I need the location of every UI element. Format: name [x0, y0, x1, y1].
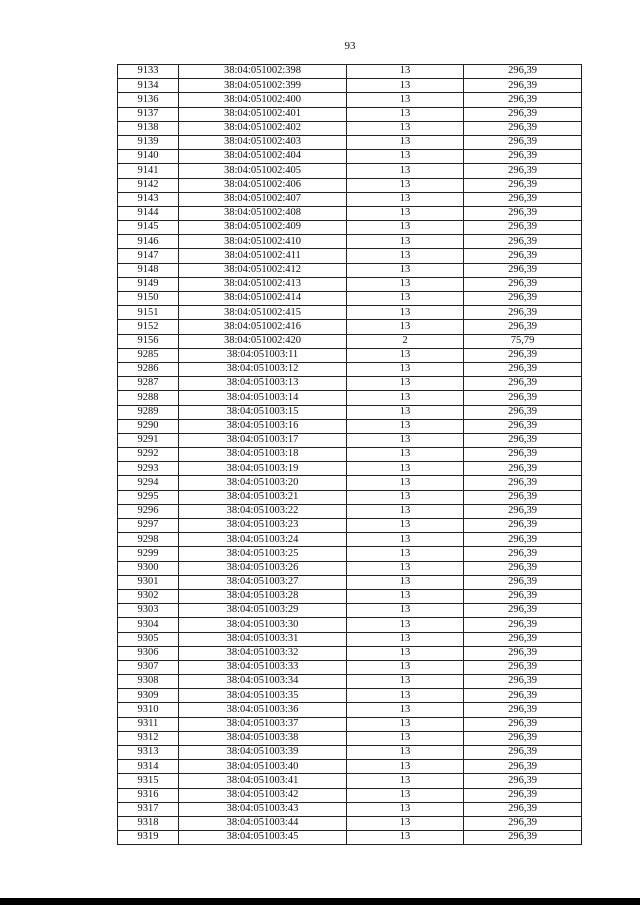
share-cell: 13 — [347, 490, 464, 504]
row-number-cell: 9152 — [118, 320, 179, 334]
cadastral-number-cell: 38:04:051003:13 — [179, 377, 347, 391]
page-bottom-edge — [0, 898, 640, 905]
cadastral-number-cell: 38:04:051003:20 — [179, 476, 347, 490]
row-number-cell: 9286 — [118, 362, 179, 376]
table-row — [118, 519, 582, 533]
area-cell: 296,39 — [464, 774, 582, 788]
row-number-cell: 9141 — [118, 164, 179, 178]
table-row — [118, 717, 582, 731]
table-row — [118, 831, 582, 845]
row-number-cell: 9134 — [118, 79, 179, 93]
row-number-cell: 9304 — [118, 618, 179, 632]
cadastral-number-cell: 38:04:051002:407 — [179, 192, 347, 206]
area-cell: 296,39 — [464, 660, 582, 674]
area-cell: 296,39 — [464, 746, 582, 760]
table-row — [118, 419, 582, 433]
row-number-cell: 9142 — [118, 178, 179, 192]
row-number-cell: 9137 — [118, 107, 179, 121]
share-cell: 13 — [347, 320, 464, 334]
row-number-cell: 9305 — [118, 632, 179, 646]
area-cell: 296,39 — [464, 575, 582, 589]
table-row — [118, 547, 582, 561]
share-cell: 13 — [347, 746, 464, 760]
share-cell: 13 — [347, 121, 464, 135]
share-cell: 13 — [347, 419, 464, 433]
table-row — [118, 462, 582, 476]
cadastral-number-cell: 38:04:051003:22 — [179, 504, 347, 518]
table-row — [118, 221, 582, 235]
area-cell: 296,39 — [464, 150, 582, 164]
area-cell: 296,39 — [464, 632, 582, 646]
cadastral-number-cell: 38:04:051003:35 — [179, 689, 347, 703]
cadastral-number-cell: 38:04:051002:412 — [179, 263, 347, 277]
table-row — [118, 107, 582, 121]
row-number-cell: 9316 — [118, 788, 179, 802]
share-cell: 13 — [347, 135, 464, 149]
share-cell: 13 — [347, 150, 464, 164]
area-cell: 296,39 — [464, 533, 582, 547]
row-number-cell: 9301 — [118, 575, 179, 589]
table-row — [118, 65, 582, 79]
share-cell: 13 — [347, 206, 464, 220]
row-number-cell: 9299 — [118, 547, 179, 561]
table-row — [118, 604, 582, 618]
cadastral-number-cell: 38:04:051003:16 — [179, 419, 347, 433]
table-row — [118, 362, 582, 376]
table-row — [118, 292, 582, 306]
table-row — [118, 802, 582, 816]
share-cell: 13 — [347, 235, 464, 249]
row-number-cell: 9313 — [118, 746, 179, 760]
cadastral-number-cell: 38:04:051002:409 — [179, 221, 347, 235]
area-cell: 296,39 — [464, 107, 582, 121]
cadastral-number-cell: 38:04:051003:30 — [179, 618, 347, 632]
area-cell: 296,39 — [464, 249, 582, 263]
share-cell: 13 — [347, 561, 464, 575]
share-cell: 13 — [347, 760, 464, 774]
table-row — [118, 476, 582, 490]
cadastral-number-cell: 38:04:051002:416 — [179, 320, 347, 334]
row-number-cell: 9149 — [118, 277, 179, 291]
cadastral-number-cell: 38:04:051003:15 — [179, 405, 347, 419]
table-row — [118, 504, 582, 518]
table-row — [118, 178, 582, 192]
cadastral-number-cell: 38:04:051002:400 — [179, 93, 347, 107]
area-cell: 296,39 — [464, 717, 582, 731]
share-cell: 13 — [347, 65, 464, 79]
share-cell: 13 — [347, 533, 464, 547]
row-number-cell: 9315 — [118, 774, 179, 788]
table-row — [118, 377, 582, 391]
row-number-cell: 9145 — [118, 221, 179, 235]
share-cell: 13 — [347, 448, 464, 462]
row-number-cell: 9298 — [118, 533, 179, 547]
row-number-cell: 9303 — [118, 604, 179, 618]
row-number-cell: 9285 — [118, 348, 179, 362]
area-cell: 296,39 — [464, 731, 582, 745]
table-row — [118, 589, 582, 603]
area-cell: 296,39 — [464, 788, 582, 802]
table-row — [118, 675, 582, 689]
share-cell: 13 — [347, 831, 464, 845]
table-body — [118, 65, 582, 845]
row-number-cell: 9317 — [118, 802, 179, 816]
cadastral-number-cell: 38:04:051002:402 — [179, 121, 347, 135]
table-row — [118, 618, 582, 632]
share-cell: 13 — [347, 589, 464, 603]
cadastral-number-cell: 38:04:051002:406 — [179, 178, 347, 192]
row-number-cell: 9297 — [118, 519, 179, 533]
cadastral-number-cell: 38:04:051003:24 — [179, 533, 347, 547]
row-number-cell: 9302 — [118, 589, 179, 603]
area-cell: 296,39 — [464, 65, 582, 79]
share-cell: 13 — [347, 192, 464, 206]
share-cell: 13 — [347, 462, 464, 476]
table-row — [118, 135, 582, 149]
cadastral-number-cell: 38:04:051002:408 — [179, 206, 347, 220]
area-cell: 296,39 — [464, 121, 582, 135]
row-number-cell: 9156 — [118, 334, 179, 348]
area-cell: 296,39 — [464, 135, 582, 149]
area-cell: 296,39 — [464, 831, 582, 845]
table-row — [118, 448, 582, 462]
cadastral-number-cell: 38:04:051003:44 — [179, 816, 347, 830]
row-number-cell: 9314 — [118, 760, 179, 774]
table-row — [118, 306, 582, 320]
row-number-cell: 9294 — [118, 476, 179, 490]
row-number-cell: 9318 — [118, 816, 179, 830]
cadastral-number-cell: 38:04:051003:19 — [179, 462, 347, 476]
table-row — [118, 249, 582, 263]
area-cell: 296,39 — [464, 703, 582, 717]
area-cell: 296,39 — [464, 618, 582, 632]
cadastral-number-cell: 38:04:051002:410 — [179, 235, 347, 249]
table-row — [118, 206, 582, 220]
area-cell: 296,39 — [464, 519, 582, 533]
row-number-cell: 9289 — [118, 405, 179, 419]
row-number-cell: 9311 — [118, 717, 179, 731]
row-number-cell: 9290 — [118, 419, 179, 433]
row-number-cell: 9146 — [118, 235, 179, 249]
cadastral-number-cell: 38:04:051003:32 — [179, 646, 347, 660]
row-number-cell: 9138 — [118, 121, 179, 135]
table-row — [118, 646, 582, 660]
share-cell: 13 — [347, 618, 464, 632]
cadastral-number-cell: 38:04:051002:413 — [179, 277, 347, 291]
table-row — [118, 816, 582, 830]
row-number-cell: 9310 — [118, 703, 179, 717]
row-number-cell: 9287 — [118, 377, 179, 391]
cadastral-number-cell: 38:04:051003:25 — [179, 547, 347, 561]
cadastral-number-cell: 38:04:051002:415 — [179, 306, 347, 320]
area-cell: 296,39 — [464, 263, 582, 277]
area-cell: 296,39 — [464, 178, 582, 192]
share-cell: 13 — [347, 377, 464, 391]
cadastral-number-cell: 38:04:051003:34 — [179, 675, 347, 689]
share-cell: 13 — [347, 292, 464, 306]
table-row — [118, 490, 582, 504]
cadastral-number-cell: 38:04:051002:420 — [179, 334, 347, 348]
table-row — [118, 746, 582, 760]
cadastral-number-cell: 38:04:051003:11 — [179, 348, 347, 362]
area-cell: 296,39 — [464, 462, 582, 476]
share-cell: 13 — [347, 164, 464, 178]
table-row — [118, 760, 582, 774]
area-cell: 296,39 — [464, 320, 582, 334]
cadastral-number-cell: 38:04:051003:17 — [179, 433, 347, 447]
table-row — [118, 334, 582, 348]
row-number-cell: 9306 — [118, 646, 179, 660]
cadastral-number-cell: 38:04:051003:42 — [179, 788, 347, 802]
cadastral-number-cell: 38:04:051003:33 — [179, 660, 347, 674]
share-cell: 13 — [347, 79, 464, 93]
cadastral-number-cell: 38:04:051003:21 — [179, 490, 347, 504]
row-number-cell: 9309 — [118, 689, 179, 703]
area-cell: 296,39 — [464, 405, 582, 419]
table-row — [118, 731, 582, 745]
row-number-cell: 9295 — [118, 490, 179, 504]
cadastral-number-cell: 38:04:051003:29 — [179, 604, 347, 618]
share-cell: 13 — [347, 277, 464, 291]
row-number-cell: 9291 — [118, 433, 179, 447]
cadastral-number-cell: 38:04:051003:37 — [179, 717, 347, 731]
table-row — [118, 93, 582, 107]
cadastral-number-cell: 38:04:051003:41 — [179, 774, 347, 788]
cadastral-number-cell: 38:04:051002:401 — [179, 107, 347, 121]
row-number-cell: 9292 — [118, 448, 179, 462]
table-row — [118, 348, 582, 362]
table-row — [118, 433, 582, 447]
row-number-cell: 9136 — [118, 93, 179, 107]
area-cell: 296,39 — [464, 816, 582, 830]
area-cell: 296,39 — [464, 476, 582, 490]
cadastral-number-cell: 38:04:051003:26 — [179, 561, 347, 575]
share-cell: 13 — [347, 646, 464, 660]
area-cell: 296,39 — [464, 79, 582, 93]
share-cell: 13 — [347, 433, 464, 447]
share-cell: 13 — [347, 263, 464, 277]
area-cell: 296,39 — [464, 448, 582, 462]
row-number-cell: 9150 — [118, 292, 179, 306]
share-cell: 13 — [347, 816, 464, 830]
cadastral-number-cell: 38:04:051003:23 — [179, 519, 347, 533]
cadastral-number-cell: 38:04:051003:43 — [179, 802, 347, 816]
area-cell: 296,39 — [464, 589, 582, 603]
area-cell: 296,39 — [464, 306, 582, 320]
area-cell: 296,39 — [464, 192, 582, 206]
cadastral-number-cell: 38:04:051003:36 — [179, 703, 347, 717]
cadastral-number-cell: 38:04:051002:414 — [179, 292, 347, 306]
share-cell: 13 — [347, 178, 464, 192]
share-cell: 13 — [347, 405, 464, 419]
area-cell: 296,39 — [464, 164, 582, 178]
area-cell: 296,39 — [464, 419, 582, 433]
cadastral-number-cell: 38:04:051003:27 — [179, 575, 347, 589]
table-row — [118, 632, 582, 646]
share-cell: 13 — [347, 504, 464, 518]
share-cell: 13 — [347, 703, 464, 717]
area-cell: 296,39 — [464, 504, 582, 518]
land-plots-table — [117, 64, 582, 845]
area-cell: 296,39 — [464, 547, 582, 561]
area-cell: 75,79 — [464, 334, 582, 348]
row-number-cell: 9307 — [118, 660, 179, 674]
cadastral-number-cell: 38:04:051002:398 — [179, 65, 347, 79]
area-cell: 296,39 — [464, 802, 582, 816]
table-row — [118, 391, 582, 405]
share-cell: 13 — [347, 774, 464, 788]
share-cell: 13 — [347, 249, 464, 263]
share-cell: 13 — [347, 632, 464, 646]
table-row — [118, 788, 582, 802]
row-number-cell: 9293 — [118, 462, 179, 476]
row-number-cell: 9151 — [118, 306, 179, 320]
table-row — [118, 164, 582, 178]
area-cell: 296,39 — [464, 689, 582, 703]
cadastral-number-cell: 38:04:051003:18 — [179, 448, 347, 462]
row-number-cell: 9140 — [118, 150, 179, 164]
share-cell: 13 — [347, 660, 464, 674]
row-number-cell: 9288 — [118, 391, 179, 405]
area-cell: 296,39 — [464, 675, 582, 689]
table-row — [118, 561, 582, 575]
cadastral-number-cell: 38:04:051003:40 — [179, 760, 347, 774]
share-cell: 13 — [347, 689, 464, 703]
table-row — [118, 689, 582, 703]
table-row — [118, 235, 582, 249]
row-number-cell: 9133 — [118, 65, 179, 79]
share-cell: 13 — [347, 547, 464, 561]
row-number-cell: 9319 — [118, 831, 179, 845]
row-number-cell: 9143 — [118, 192, 179, 206]
share-cell: 13 — [347, 519, 464, 533]
area-cell: 296,39 — [464, 391, 582, 405]
area-cell: 296,39 — [464, 292, 582, 306]
area-cell: 296,39 — [464, 348, 582, 362]
cadastral-number-cell: 38:04:051002:404 — [179, 150, 347, 164]
cadastral-number-cell: 38:04:051003:12 — [179, 362, 347, 376]
table-row — [118, 660, 582, 674]
table-row — [118, 533, 582, 547]
share-cell: 13 — [347, 362, 464, 376]
share-cell: 13 — [347, 802, 464, 816]
row-number-cell: 9312 — [118, 731, 179, 745]
area-cell: 296,39 — [464, 377, 582, 391]
row-number-cell: 9147 — [118, 249, 179, 263]
table-row — [118, 320, 582, 334]
area-cell: 296,39 — [464, 604, 582, 618]
row-number-cell: 9300 — [118, 561, 179, 575]
row-number-cell: 9139 — [118, 135, 179, 149]
cadastral-number-cell: 38:04:051003:45 — [179, 831, 347, 845]
table-row — [118, 79, 582, 93]
area-cell: 296,39 — [464, 490, 582, 504]
share-cell: 13 — [347, 476, 464, 490]
table-row — [118, 150, 582, 164]
share-cell: 13 — [347, 717, 464, 731]
table-row — [118, 405, 582, 419]
area-cell: 296,39 — [464, 221, 582, 235]
share-cell: 2 — [347, 334, 464, 348]
table-row — [118, 263, 582, 277]
area-cell: 296,39 — [464, 760, 582, 774]
cadastral-number-cell: 38:04:051002:403 — [179, 135, 347, 149]
row-number-cell: 9308 — [118, 675, 179, 689]
share-cell: 13 — [347, 348, 464, 362]
cadastral-number-cell: 38:04:051003:31 — [179, 632, 347, 646]
area-cell: 296,39 — [464, 433, 582, 447]
cadastral-number-cell: 38:04:051003:28 — [179, 589, 347, 603]
table-row — [118, 575, 582, 589]
table-row — [118, 703, 582, 717]
area-cell: 296,39 — [464, 93, 582, 107]
cadastral-number-cell: 38:04:051002:411 — [179, 249, 347, 263]
share-cell: 13 — [347, 575, 464, 589]
row-number-cell: 9148 — [118, 263, 179, 277]
table-row — [118, 121, 582, 135]
cadastral-number-cell: 38:04:051003:14 — [179, 391, 347, 405]
row-number-cell: 9296 — [118, 504, 179, 518]
share-cell: 13 — [347, 306, 464, 320]
cadastral-number-cell: 38:04:051003:38 — [179, 731, 347, 745]
area-cell: 296,39 — [464, 561, 582, 575]
share-cell: 13 — [347, 604, 464, 618]
share-cell: 13 — [347, 675, 464, 689]
row-number-cell: 9144 — [118, 206, 179, 220]
area-cell: 296,39 — [464, 277, 582, 291]
share-cell: 13 — [347, 221, 464, 235]
area-cell: 296,39 — [464, 206, 582, 220]
table-row — [118, 277, 582, 291]
page-number: 93 — [344, 40, 356, 52]
area-cell: 296,39 — [464, 235, 582, 249]
table-row — [118, 774, 582, 788]
share-cell: 13 — [347, 107, 464, 121]
share-cell: 13 — [347, 93, 464, 107]
cadastral-number-cell: 38:04:051002:405 — [179, 164, 347, 178]
share-cell: 13 — [347, 391, 464, 405]
area-cell: 296,39 — [464, 646, 582, 660]
cadastral-number-cell: 38:04:051002:399 — [179, 79, 347, 93]
share-cell: 13 — [347, 731, 464, 745]
area-cell: 296,39 — [464, 362, 582, 376]
cadastral-number-cell: 38:04:051003:39 — [179, 746, 347, 760]
share-cell: 13 — [347, 788, 464, 802]
table-row — [118, 192, 582, 206]
